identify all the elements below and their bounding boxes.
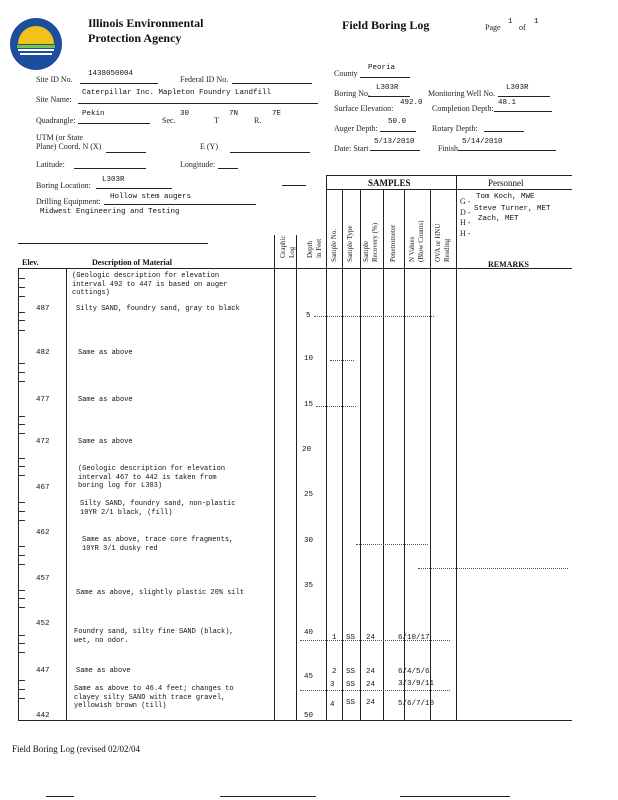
sec-value: 30 <box>180 110 190 118</box>
depth-label: 15 <box>304 401 314 409</box>
drilling-equipment-label: Drilling Equipment: <box>36 197 101 206</box>
sample-type: SS <box>346 681 356 689</box>
e-y-label: E (Y) <box>200 142 218 151</box>
personnel-name: Steve Turner, MET <box>474 205 551 213</box>
material-description: Silty SAND, foundry sand, non-plastic 10YR 2/1 black, (fill) <box>80 500 236 517</box>
sample-number: 3 <box>330 681 335 689</box>
depth-label: 25 <box>304 491 314 499</box>
county-label: County <box>334 69 358 78</box>
elevation-label: 472 <box>36 438 50 446</box>
nvalues-header-1: N Values <box>408 236 416 262</box>
depth-header-1: Depth <box>306 240 314 258</box>
elevation-label: 447 <box>36 667 50 675</box>
material-description: Silty SAND, foundry sand, gray to black <box>76 305 240 313</box>
graphic-log-header-1: Graphic <box>279 235 287 258</box>
sample-recovery: 24 <box>366 681 376 689</box>
elev-header: Elev. <box>22 258 39 267</box>
agency-name-line2: Protection Agency <box>88 31 182 45</box>
auger-depth-label: Auger Depth: <box>334 124 378 133</box>
utm-label-2: Plane) Coord. N (X) <box>36 142 102 151</box>
boring-no-label: Boring No. <box>334 89 370 98</box>
boring-location-value: L303R <box>102 176 125 184</box>
sample-n-values: 6/10/17 <box>398 634 430 642</box>
recovery-header-2: Recovery (%) <box>371 222 379 262</box>
personnel-code: G - <box>460 197 471 206</box>
material-description: Same as above <box>76 667 131 675</box>
material-description: Same as above, trace core fragments, 10YR 3/1 dusky red <box>82 536 234 553</box>
date-start-value: 5/13/2010 <box>374 138 415 146</box>
site-name-label: Site Name: <box>36 95 72 104</box>
samples-heading: SAMPLES <box>368 178 411 188</box>
latitude-label: Latitude: <box>36 160 65 169</box>
elevation-label: 487 <box>36 305 50 313</box>
depth-label: 50 <box>304 712 314 720</box>
r-value: 7E <box>272 110 282 118</box>
personnel-heading: Personnel <box>488 178 524 188</box>
drilling-equipment-value: Hollow stem augers <box>110 193 192 201</box>
sample-number: 1 <box>332 634 337 642</box>
elevation-label: 482 <box>36 349 50 357</box>
elevation-label: 442 <box>36 712 50 720</box>
completion-depth-label: Completion Depth: <box>432 104 494 113</box>
ova-header-2: Reading <box>443 238 451 262</box>
sample-n-values: 5/6/7/10 <box>398 700 435 708</box>
sample-type-header: Sample Type <box>346 225 354 262</box>
personnel-name: Zach, MET <box>478 215 519 223</box>
depth-label: 10 <box>304 355 314 363</box>
sample-recovery: 24 <box>366 699 376 707</box>
site-name-value: Caterpillar Inc. Mapleton Foundry Landfill <box>82 89 272 97</box>
elevation-label: 477 <box>36 396 50 404</box>
sec-label: Sec. <box>162 116 176 125</box>
remarks-header: REMARKS <box>488 260 529 269</box>
sample-type: SS <box>346 634 356 642</box>
r-label: R. <box>254 116 262 125</box>
material-description: (Geologic description for elevation interval 467 to 442 is taken from boring log for L303) <box>78 465 226 490</box>
personnel-code: D - <box>460 208 471 217</box>
description-header: Description of Material <box>92 258 172 267</box>
material-description: Foundry sand, silty fine SAND (black), wet, no odor. <box>74 628 234 645</box>
depth-label: 20 <box>302 446 312 454</box>
surface-elevation-value: 492.0 <box>400 99 423 107</box>
material-description: (Geologic description for elevation interval 492 to 447 is based on auger cuttings) <box>72 272 228 297</box>
depth-label: 5 <box>306 312 311 320</box>
utm-label-1: UTM (or State <box>36 133 84 142</box>
personnel-code: H - <box>460 218 471 227</box>
page-label: Page <box>485 23 501 32</box>
sample-n-values: 3/3/9/11 <box>398 680 435 688</box>
personnel-code: H - <box>460 229 471 238</box>
t-value: 7N <box>229 110 239 118</box>
auger-depth-value: 50.0 <box>388 118 407 126</box>
page-number: 1 <box>508 18 513 26</box>
sample-recovery: 24 <box>366 634 376 642</box>
longitude-label: Longitude: <box>180 160 216 169</box>
recovery-header-1: Sample <box>362 241 370 262</box>
ova-header-1: OVA or HNU <box>434 223 442 262</box>
sample-recovery: 24 <box>366 668 376 676</box>
elevation-label: 457 <box>36 575 50 583</box>
depth-label: 30 <box>304 537 314 545</box>
elevation-label: 452 <box>36 620 50 628</box>
completion-depth-value: 48.1 <box>498 99 517 107</box>
elevation-label: 467 <box>36 484 50 492</box>
sample-number: 2 <box>332 668 337 676</box>
sample-type: SS <box>346 699 356 707</box>
site-id-value: 1438050004 <box>88 70 134 78</box>
form-title: Field Boring Log <box>342 18 430 32</box>
graphic-log-header-2: Log <box>288 246 296 258</box>
boring-no-value: L303R <box>376 84 399 92</box>
surface-elevation-label: Surface Elevation: <box>334 104 394 113</box>
depth-label: 35 <box>304 582 314 590</box>
county-value: Peoria <box>368 64 396 72</box>
monitoring-well-value: L303R <box>506 84 529 92</box>
federal-id-label: Federal ID No. <box>180 75 229 84</box>
sample-n-values: 6/4/5/6 <box>398 668 430 676</box>
sample-no-header: Sample No. <box>330 228 338 262</box>
date-start-label: Date: Start <box>334 144 369 153</box>
date-finish-value: 5/14/2010 <box>462 138 503 146</box>
depth-header-2: in Feet <box>315 238 323 258</box>
material-description: Same as above <box>78 438 133 446</box>
agency-seal <box>10 18 62 70</box>
site-id-label: Site ID No. <box>36 75 73 84</box>
depth-label: 40 <box>304 629 314 637</box>
penetrometer-header: Penetrometer <box>389 224 397 262</box>
of-label: of <box>519 23 526 32</box>
material-description: Same as above to 46.4 feet; changes to clayey silty SAND with trace gravel, yellowish brown (till) <box>74 685 234 710</box>
finish-label: Finish <box>438 144 459 153</box>
agency-name-line1: Illinois Environmental <box>88 16 204 30</box>
elevation-label: 462 <box>36 529 50 537</box>
seal-icon <box>10 18 62 70</box>
material-description: Same as above <box>78 349 133 357</box>
quadrangle-label: Quadrangle: <box>36 116 76 125</box>
depth-label: 45 <box>304 673 314 681</box>
page-total: 1 <box>534 18 539 26</box>
sample-number: 4 <box>330 701 335 709</box>
quadrangle-value: Pekin <box>82 110 105 118</box>
form-revision-note: Field Boring Log (revised 02/02/04 <box>12 744 140 754</box>
material-description: Same as above <box>78 396 133 404</box>
t-label: T <box>214 116 219 125</box>
sample-type: SS <box>346 668 356 676</box>
contractor-value: Midwest Engineering and Testing <box>40 208 180 216</box>
rotary-depth-label: Rotary Depth: <box>432 124 478 133</box>
nvalues-header-2: (Blow Counts) <box>417 220 425 262</box>
personnel-name: Tom Koch, MWE <box>476 193 535 201</box>
boring-location-label: Boring Location: <box>36 181 91 190</box>
monitoring-well-label: Monitoring Well No. <box>428 89 495 98</box>
material-description: Same as above, slightly plastic 20% silt <box>76 589 245 597</box>
